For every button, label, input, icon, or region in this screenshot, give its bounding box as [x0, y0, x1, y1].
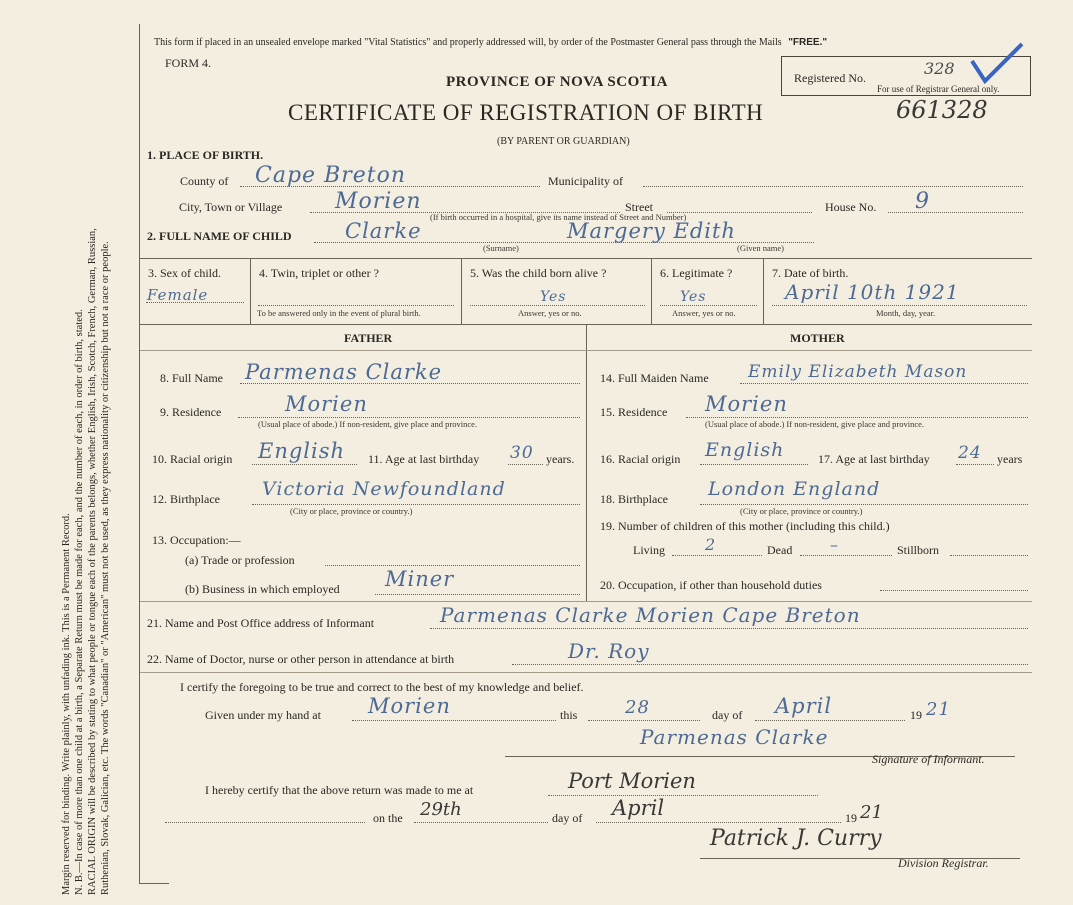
city-label: City, Town or Village [179, 200, 283, 214]
father-name-label: 8. Full Name [160, 371, 223, 385]
mother-name-line [740, 383, 1028, 384]
mother-residence-value: Morien [705, 392, 788, 416]
registrar-signature: Patrick J. Curry [710, 826, 882, 851]
form-number: FORM 4. [165, 56, 212, 70]
father-age-label: 11. Age at last birthday [368, 452, 480, 466]
twin-line [258, 305, 454, 306]
living-label: Living [633, 543, 665, 557]
informant-signature: Parmenas Clarke [640, 725, 829, 749]
father-racial-label: 10. Racial origin [152, 452, 233, 466]
informant-signature-caption: Signature of Informant. [872, 752, 985, 766]
legitimate-label: 6. Legitimate ? [660, 266, 733, 280]
twin-label: 4. Twin, triplet or other ? [259, 266, 379, 280]
house-line [888, 212, 1023, 213]
municipality-line [643, 186, 1023, 187]
margin-line-1: Margin reserved for binding. Write plainly, with unfading ink. This is a Permanent Record. [61, 513, 72, 895]
mother-name-value: Emily Elizabeth Mason [748, 362, 968, 382]
certify-day-line [588, 720, 700, 721]
dead-line [800, 555, 892, 556]
mother-age-unit: years [997, 452, 1023, 466]
free-stamp: "FREE." [788, 37, 828, 48]
mother-residence-note: (Usual place of abode.) If non-resident, give place and province. [705, 419, 925, 429]
row3-divider-1 [250, 258, 251, 324]
registrar-on-label: on the [373, 811, 403, 825]
this-label: this [560, 708, 578, 722]
row3-divider-4 [763, 258, 764, 324]
mother-birthplace-line [700, 504, 1028, 505]
house-value: 9 [915, 189, 930, 214]
certify-top-rule [140, 672, 1032, 673]
doctor-line [512, 664, 1028, 665]
place-of-birth-heading: 1. PLACE OF BIRTH. [147, 148, 264, 162]
margin-instructions [60, 228, 112, 895]
registrar-dayof-label: day of [552, 811, 583, 825]
twin-note: To be answered only in the event of plural birth. [257, 308, 421, 318]
sex-label: 3. Sex of child. [148, 266, 221, 280]
father-racial-value: English [258, 439, 346, 463]
legitimate-line [660, 305, 757, 306]
mother-birthplace-value: London England [708, 478, 881, 500]
mother-age-label: 17. Age at last birthday [818, 452, 930, 466]
mother-name-label: 14. Full Maiden Name [600, 371, 709, 385]
father-age-value: 30 [510, 443, 534, 463]
informant-line [430, 628, 1028, 629]
given-caption: (Given name) [737, 243, 784, 253]
mother-racial-value: English [705, 439, 785, 461]
father-residence-line [238, 417, 580, 418]
parents-bottom-rule [140, 601, 1032, 602]
mother-occupation-label: 20. Occupation, if other than household duties [600, 578, 822, 592]
father-residence-note: (Usual place of abode.) If non-resident, give place and province. [258, 419, 478, 429]
form-border-left [139, 24, 140, 884]
mother-residence-line [686, 417, 1028, 418]
mail-notice [154, 37, 827, 48]
birth-date-value: April 10th 1921 [785, 280, 960, 304]
mother-racial-line [700, 464, 808, 465]
father-name-value: Parmenas Clarke [245, 360, 443, 384]
father-age-unit: years. [546, 452, 575, 466]
living-value: 2 [705, 535, 717, 554]
father-birthplace-note: (City or place, province or country.) [290, 506, 413, 516]
mother-racial-label: 16. Racial origin [600, 452, 681, 466]
stillborn-line [950, 555, 1028, 556]
mother-residence-label: 15. Residence [600, 405, 668, 419]
birth-date-line [772, 305, 1027, 306]
child-name-label: 2. FULL NAME OF CHILD [147, 229, 292, 243]
hospital-note: (If birth occurred in a hospital, give its name instead of Street and Number) [430, 212, 687, 222]
municipality-label: Municipality of [548, 174, 623, 188]
registrar-month-value: April [612, 796, 665, 820]
mother-birthplace-note: (City or place, province or country.) [740, 506, 863, 516]
certificate-number: 661328 [896, 96, 988, 124]
registrar-year-prefix: 19 [845, 811, 857, 825]
page-subtitle: (BY PARENT OR GUARDIAN) [497, 136, 630, 147]
certify-year-prefix: 19 [910, 708, 922, 722]
trade-label: (a) Trade or profession [185, 553, 295, 567]
father-residence-label: 9. Residence [160, 405, 222, 419]
business-label: (b) Business in which employed [185, 582, 340, 596]
father-residence-value: Morien [285, 392, 368, 416]
dead-label: Dead [767, 543, 793, 557]
registrar-day-line [414, 822, 548, 823]
form-border-corner [139, 883, 169, 884]
mother-occupation-line [880, 590, 1028, 591]
row3-divider-2 [461, 258, 462, 324]
father-birthplace-value: Victoria Newfoundland [262, 478, 506, 500]
father-age-line [508, 464, 543, 465]
given-label: Given under my hand at [205, 708, 321, 722]
mother-birthplace-label: 18. Birthplace [600, 492, 668, 506]
given-place-value: Morien [368, 694, 451, 718]
certify-month-line [755, 720, 905, 721]
margin-line-3: RACIAL ORIGIN will be described by stating to what people or tongue each of the parents belongs, whether English, Irish, Scotch, French, German, Russian, [87, 228, 98, 895]
mail-notice-text: This form if placed in an unsealed envelope marked "Vital Statistics" and properly addressed will, by order of the Postmaster General pass through the Mails [154, 37, 782, 48]
legitimate-note: Answer, yes or no. [672, 308, 736, 318]
street-line [667, 212, 812, 213]
registrar-place-line [548, 795, 818, 796]
alive-line [470, 305, 645, 306]
registered-box [781, 56, 1031, 96]
birth-date-note: Month, day, year. [876, 308, 936, 318]
registrar-month-line [596, 822, 841, 823]
doctor-value: Dr. Roy [568, 639, 650, 663]
county-value: Cape Breton [255, 163, 407, 188]
occupation-label: 13. Occupation:— [152, 533, 241, 547]
dead-value: – [830, 535, 839, 554]
page-title: CERTIFICATE OF REGISTRATION OF BIRTH [288, 100, 764, 125]
mother-heading: MOTHER [790, 331, 845, 345]
informant-label: 21. Name and Post Office address of Informant [147, 616, 375, 630]
registered-number: 328 [924, 59, 955, 78]
mother-age-line [956, 464, 994, 465]
birth-date-label: 7. Date of birth. [772, 266, 849, 280]
registered-label: Registered No. [794, 71, 866, 85]
children-count-label: 19. Number of children of this mother (including this child.) [600, 519, 890, 533]
checkmark-icon [967, 39, 1027, 89]
certify-month-value: April [775, 694, 833, 718]
given-place-line [352, 720, 556, 721]
trade-line [325, 565, 580, 566]
row3-divider-3 [651, 258, 652, 324]
doctor-label: 22. Name of Doctor, nurse or other person in attendance at birth [147, 652, 455, 666]
city-value: Morien [335, 189, 422, 214]
alive-label: 5. Was the child born alive ? [470, 266, 607, 280]
house-label: House No. [825, 200, 877, 214]
row3-top-border [140, 258, 1032, 259]
registrar-day-value: 29th [420, 799, 462, 820]
father-birthplace-line [252, 504, 580, 505]
province-heading: PROVINCE OF NOVA SCOTIA [446, 74, 668, 90]
registrar-statement: I hereby certify that the above return was made to me at [205, 783, 474, 797]
street-label: Street [625, 200, 653, 214]
registrar-year-value: 21 [860, 802, 883, 823]
legitimate-value: Yes [680, 289, 707, 305]
margin-line-2: N. B.—In case of more than one child at a birth, a Separate Return must be made for each, and the number of each, in order of birth, stated. [74, 309, 85, 895]
surname-caption: (Surname) [483, 243, 519, 253]
business-line [375, 594, 580, 595]
county-label: County of [180, 174, 229, 188]
parents-divider [586, 325, 587, 601]
informant-value: Parmenas Clarke Morien Cape Breton [440, 603, 861, 627]
sex-value: Female [147, 286, 209, 304]
margin-line-4: Ruthenian, Slovak, Galician, etc. The words "Canadian" or "American" must not be used, as they express nationality or citizenship but not a race or people. [100, 241, 111, 895]
certify-dayof-label: day of [712, 708, 743, 722]
registrar-place-value: Port Morien [568, 769, 696, 793]
parents-header-rule [140, 350, 1032, 351]
registrar-note: For use of Registrar General only. [877, 84, 1000, 94]
child-given-name: Margery Edith [567, 219, 736, 243]
certify-day-value: 28 [625, 697, 650, 718]
child-surname: Clarke [345, 219, 422, 243]
father-birthplace-label: 12. Birthplace [152, 492, 220, 506]
business-value: Miner [385, 567, 455, 591]
certify-year-value: 21 [926, 699, 951, 720]
father-racial-line [252, 464, 357, 465]
mother-age-value: 24 [958, 443, 982, 463]
registrar-signature-caption: Division Registrar. [898, 856, 989, 870]
alive-value: Yes [540, 289, 567, 305]
father-heading: FATHER [344, 331, 393, 345]
alive-note: Answer, yes or no. [518, 308, 582, 318]
certify-statement: I certify the foregoing to be true and correct to the best of my knowledge and belief. [180, 680, 584, 694]
registrar-lead-line [165, 822, 365, 823]
stillborn-label: Stillborn [897, 543, 940, 557]
living-line [672, 555, 762, 556]
